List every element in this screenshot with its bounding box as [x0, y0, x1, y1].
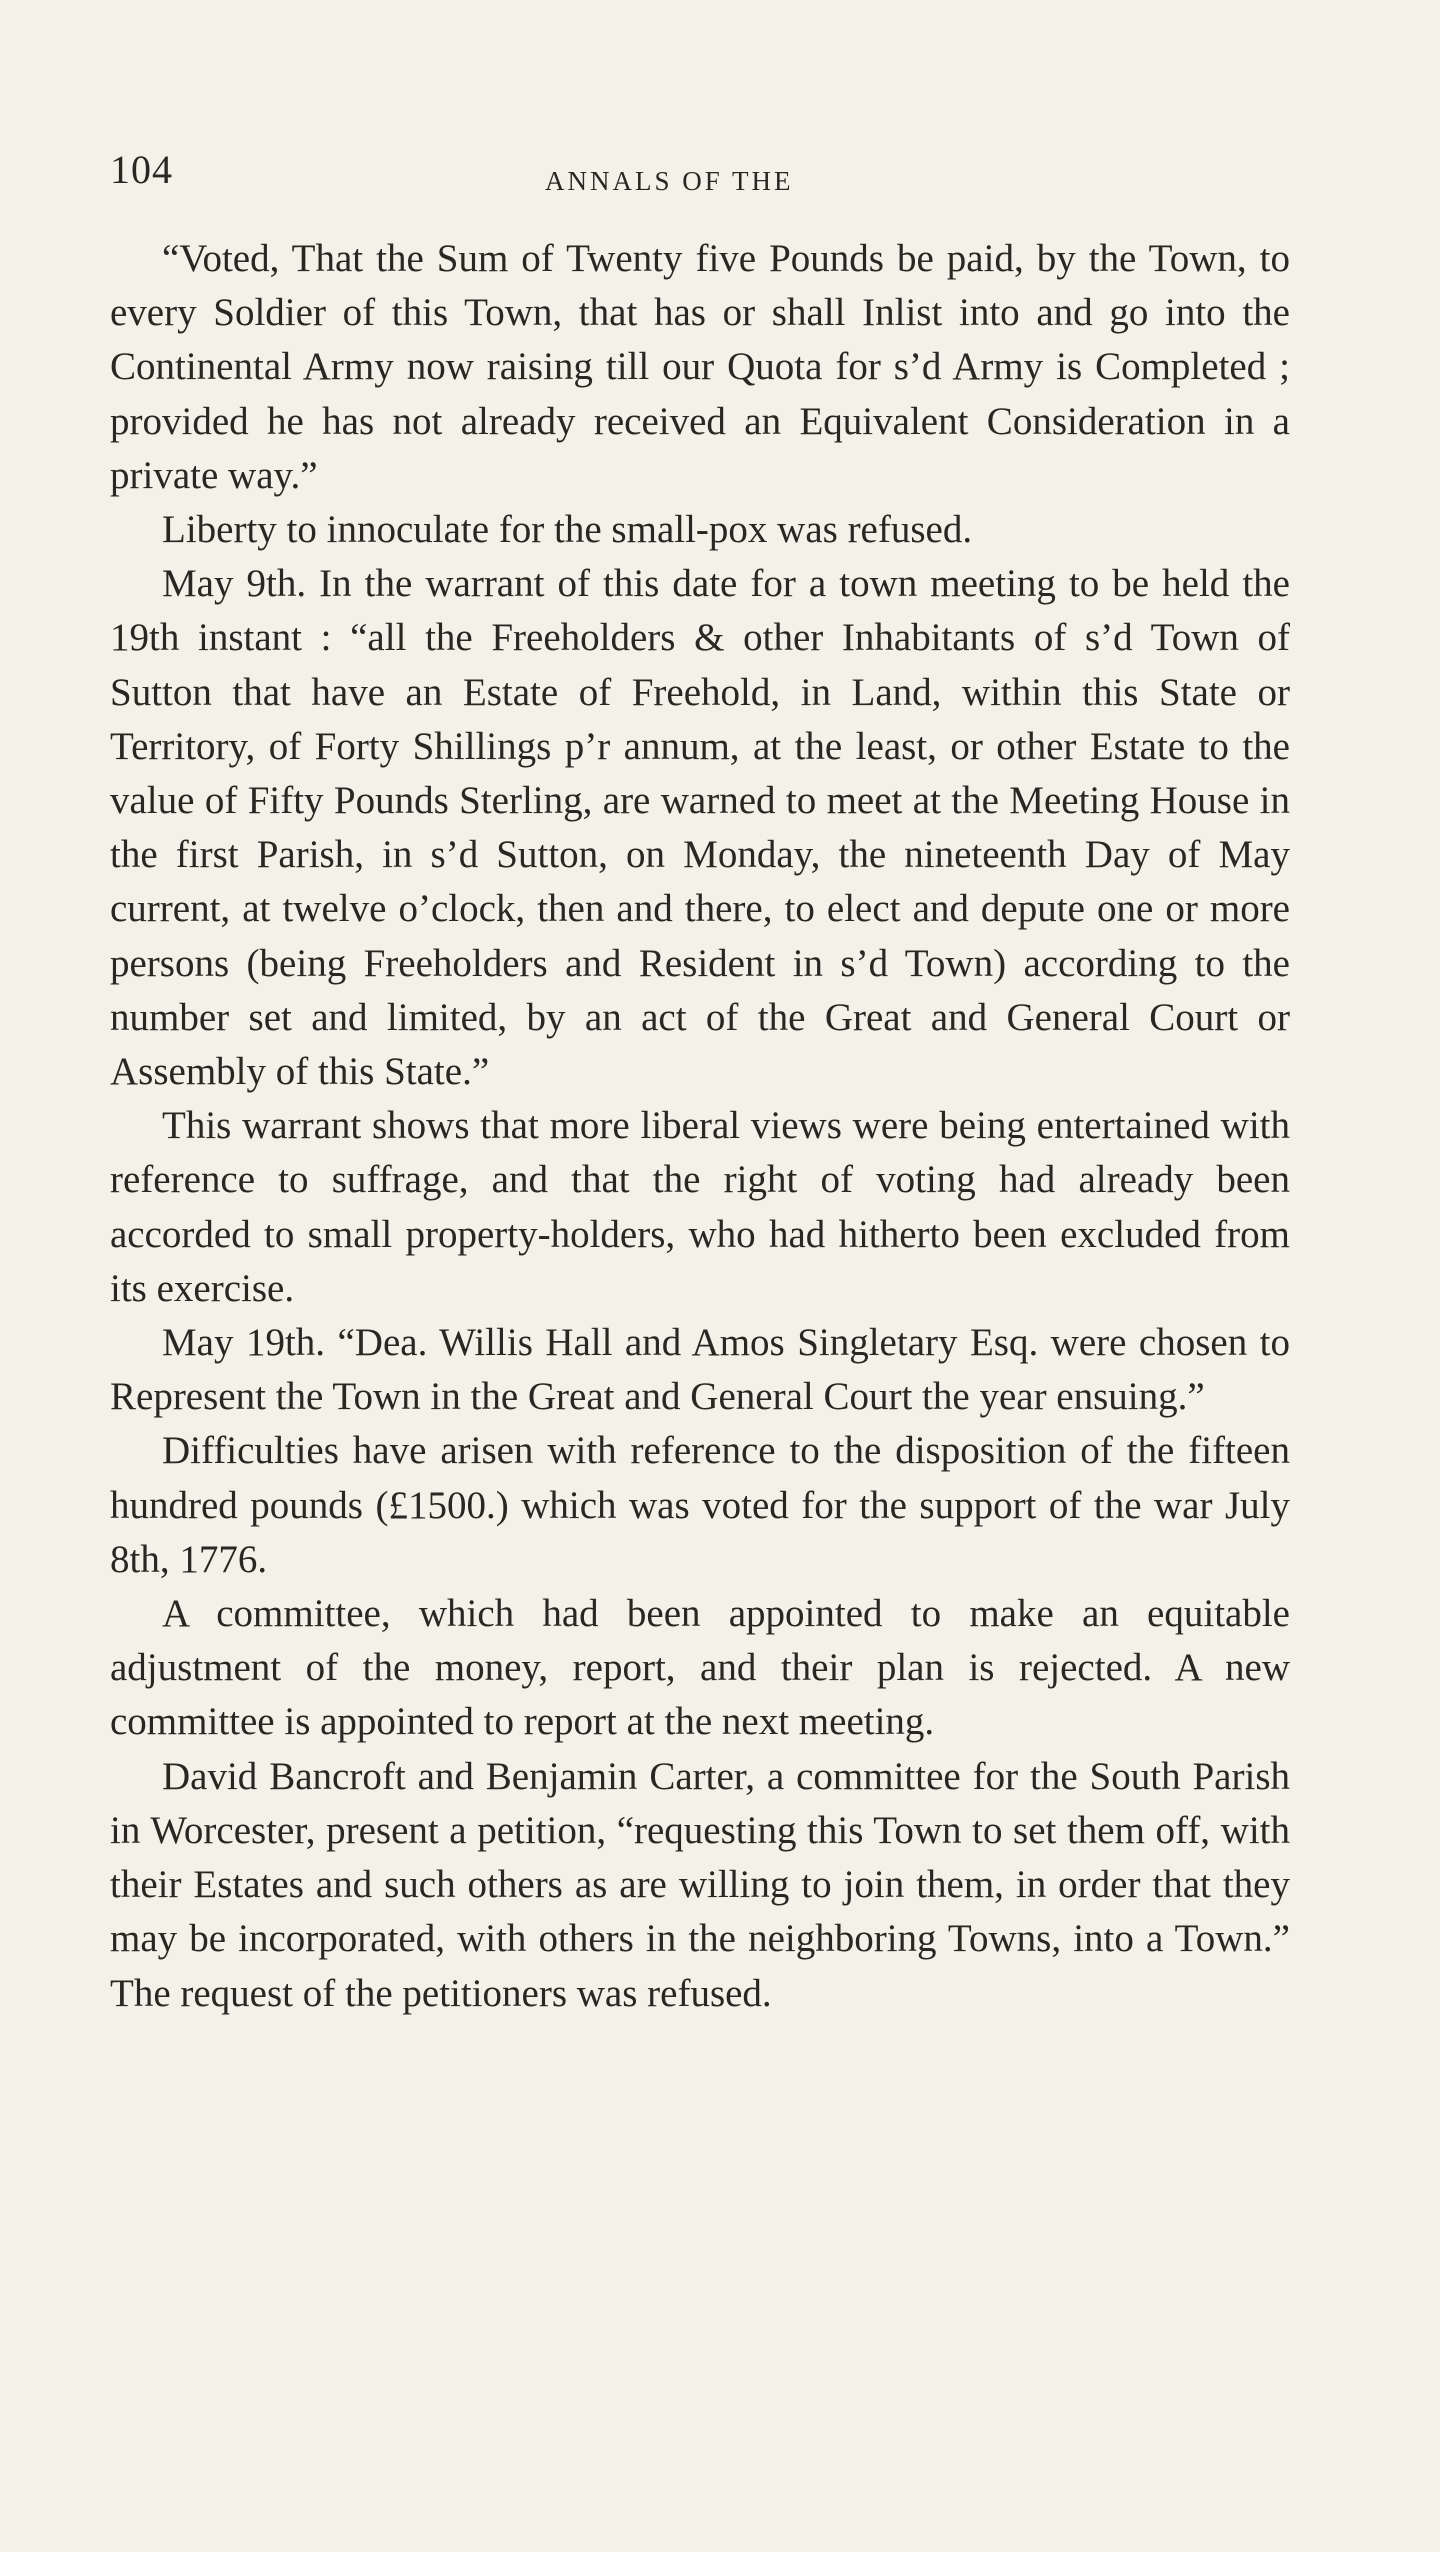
paragraph-innoculation-refused: Liberty to innoculate for the small-pox was refused.: [162, 508, 973, 552]
paragraph-suffrage-commentary: This warrant shows that more liberal views were being entertained with reference to suffrage, and that the right of voting had already been accorded to small property-holders, who had hitherto been excluded from its exercise.: [110, 1104, 1290, 1310]
paragraph-war-funds-difficulties: Difficulties have arisen with reference to the disposition of the fifteen hundred pounds (£1500.) which was voted for the support of the war July 8th, 1776.: [110, 1429, 1290, 1581]
page-body: [110, 232, 1290, 2021]
paragraph-may-19th-representatives: May 19th. “Dea. Willis Hall and Amos Singletary Esq. were chosen to Represent the Town in the Great and General Court the year ensuing.”: [110, 1321, 1290, 1419]
page-number: 104: [110, 147, 173, 192]
running-head: ANNALS OF THE: [545, 166, 794, 196]
paragraph-may-9th-warrant: May 9th. In the warrant of this date for a town meeting to be held the 19th instant : “all the Freeholders & other Inhabitants of s’d Town of Sutton that have an Estate of Freehold, in Land, within this State or Territory, of Forty Shillings p’r annum, at the least, or other Estate to the value of Fifty Pounds Sterling, are warned to meet at the Meeting House in the first Parish, in s’d Sutton, on Monday, the nineteenth Day of May current, at twelve o’clock, then and there, to elect and depute one or more persons (being Freeholders and Resident in s’d Town) according to the number set and limited, by an act of the Great and General Court or Assembly of this State.”: [110, 562, 1290, 1094]
paragraph-vote-soldier-bounty: “Voted, That the Sum of Twenty five Pounds be paid, by the Town, to every Soldier of this Town, that has or shall Inlist into and go into the Continental Army now raising till our Quota for s’d Army is Completed ; provided he has not already received an Equivalent Consideration in a private way.”: [110, 237, 1290, 497]
paragraph-south-parish-petition: David Bancroft and Benjamin Carter, a committee for the South Parish in Worcester, present a petition, “requesting this Town to set them off, with their Estates and such others as are willing to join them, in order that they may be incorporated, with others in the neighboring Towns, into a Town.” The request of the petitioners was refused.: [110, 1754, 1290, 2015]
paragraph-committee-adjustment: A committee, which had been appointed to make an equitable adjustment of the money, report, and their plan is rejected. A new committee is appointed to report at the next meeting.: [110, 1592, 1290, 1744]
